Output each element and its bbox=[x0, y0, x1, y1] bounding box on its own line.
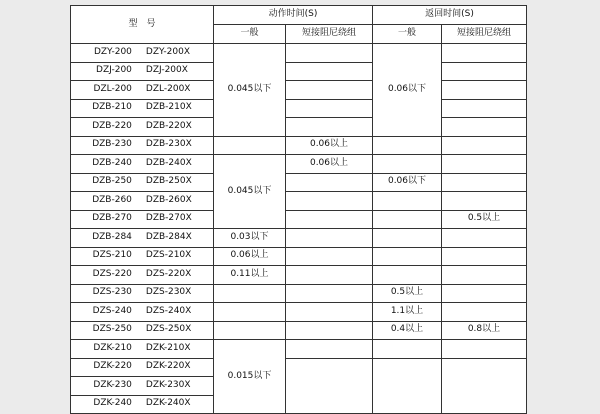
model-cell bbox=[71, 44, 214, 63]
col-header-return-damping: 短接阻尼绕组 bbox=[442, 25, 527, 44]
model-name: DZS-230 bbox=[92, 287, 132, 298]
model-name: DZK-230 bbox=[93, 379, 132, 390]
table-row bbox=[71, 136, 527, 155]
model-name: DZS-220 bbox=[92, 268, 132, 279]
model-cell bbox=[71, 340, 214, 359]
table-row bbox=[71, 340, 527, 359]
ret-damping-cell bbox=[442, 192, 527, 211]
act-damping-cell bbox=[286, 44, 373, 63]
act-general-cell: 0.045以下 bbox=[214, 155, 286, 229]
model-name: DZL-200 bbox=[93, 83, 132, 94]
model-cell bbox=[71, 62, 214, 81]
ret-damping-cell bbox=[442, 358, 527, 414]
ret-damping-cell bbox=[442, 173, 527, 192]
col-header-return-time: 返回时间(S) bbox=[373, 6, 527, 25]
model-name: DZS-250 bbox=[92, 324, 132, 335]
model-name-x: DZS-220X bbox=[145, 268, 192, 279]
ret-general-cell: 0.5以上 bbox=[373, 284, 442, 303]
table-row bbox=[71, 173, 527, 192]
model-name: DZB-250 bbox=[92, 176, 132, 187]
ret-damping-cell bbox=[442, 81, 527, 100]
ret-general-cell bbox=[373, 247, 442, 266]
act-damping-cell: 0.06以上 bbox=[286, 155, 373, 174]
model-cell bbox=[71, 155, 214, 174]
act-general-cell: 0.11以上 bbox=[214, 266, 286, 285]
act-general-cell: 0.015以下 bbox=[214, 340, 286, 414]
model-name-x: DZB-250X bbox=[145, 176, 192, 187]
model-name: DZB-220 bbox=[92, 120, 132, 131]
act-damping-cell bbox=[286, 62, 373, 81]
act-damping-cell bbox=[286, 321, 373, 340]
model-cell bbox=[71, 303, 214, 322]
ret-general-cell: 0.06以下 bbox=[373, 44, 442, 137]
model-name-x: DZK-210X bbox=[145, 342, 191, 353]
model-name-x: DZS-230X bbox=[145, 287, 192, 298]
model-name-x: DZK-240X bbox=[145, 398, 191, 409]
ret-damping-cell bbox=[442, 44, 527, 63]
ret-damping-cell bbox=[442, 155, 527, 174]
model-name: DZS-210 bbox=[92, 250, 132, 261]
act-damping-cell bbox=[286, 266, 373, 285]
ret-general-cell bbox=[373, 192, 442, 211]
act-damping-cell bbox=[286, 81, 373, 100]
ret-damping-cell bbox=[442, 99, 527, 118]
model-cell bbox=[71, 173, 214, 192]
model-name: DZB-230 bbox=[92, 139, 132, 150]
act-general-cell bbox=[214, 303, 286, 322]
ret-general-cell bbox=[373, 358, 442, 414]
act-damping-cell bbox=[286, 210, 373, 229]
ret-general-cell bbox=[373, 340, 442, 359]
model-cell bbox=[71, 395, 214, 414]
ret-damping-cell: 0.5以上 bbox=[442, 210, 527, 229]
ret-general-cell: 0.06以下 bbox=[373, 173, 442, 192]
model-name-x: DZS-210X bbox=[145, 250, 192, 261]
model-cell bbox=[71, 81, 214, 100]
act-damping-cell bbox=[286, 247, 373, 266]
model-cell bbox=[71, 99, 214, 118]
act-general-cell bbox=[214, 136, 286, 155]
act-damping-cell bbox=[286, 303, 373, 322]
table-row bbox=[71, 118, 527, 137]
model-name-x: DZB-230X bbox=[145, 139, 192, 150]
model-cell bbox=[71, 266, 214, 285]
act-general-cell bbox=[214, 284, 286, 303]
table-row bbox=[71, 358, 527, 377]
table-row bbox=[71, 266, 527, 285]
col-header-action-time: 动作时间(S) bbox=[214, 6, 373, 25]
act-damping-cell: 0.06以上 bbox=[286, 136, 373, 155]
model-cell bbox=[71, 210, 214, 229]
ret-damping-cell bbox=[442, 340, 527, 359]
model-name: DZK-220 bbox=[93, 361, 132, 372]
model-name: DZB-284 bbox=[92, 231, 132, 242]
model-name-x: DZJ-200X bbox=[145, 65, 188, 76]
table-row bbox=[71, 284, 527, 303]
model-cell bbox=[71, 321, 214, 340]
model-name-x: DZB-220X bbox=[145, 120, 192, 131]
model-name-x: DZK-220X bbox=[145, 361, 191, 372]
table-row bbox=[71, 99, 527, 118]
ret-damping-cell bbox=[442, 62, 527, 81]
model-name-x: DZB-284X bbox=[145, 231, 192, 242]
model-name: DZK-210 bbox=[93, 342, 132, 353]
model-cell bbox=[71, 229, 214, 248]
ret-general-cell bbox=[373, 136, 442, 155]
ret-damping-cell bbox=[442, 266, 527, 285]
act-general-cell bbox=[214, 321, 286, 340]
model-cell bbox=[71, 358, 214, 377]
model-name: DZB-240 bbox=[92, 157, 132, 168]
table-row bbox=[71, 155, 527, 174]
ret-damping-cell bbox=[442, 136, 527, 155]
ret-general-cell bbox=[373, 229, 442, 248]
act-general-cell: 0.045以下 bbox=[214, 44, 286, 137]
ret-general-cell: 1.1以上 bbox=[373, 303, 442, 322]
ret-general-cell bbox=[373, 266, 442, 285]
ret-damping-cell bbox=[442, 118, 527, 137]
model-cell bbox=[71, 377, 214, 396]
ret-general-cell bbox=[373, 210, 442, 229]
act-general-cell: 0.03以下 bbox=[214, 229, 286, 248]
act-damping-cell bbox=[286, 118, 373, 137]
model-name-x: DZB-240X bbox=[145, 157, 192, 168]
model-cell bbox=[71, 247, 214, 266]
col-header-model: 型 号 bbox=[71, 6, 214, 44]
model-name-x: DZS-250X bbox=[145, 324, 192, 335]
table-row bbox=[71, 81, 527, 100]
ret-damping-cell bbox=[442, 303, 527, 322]
act-damping-cell bbox=[286, 340, 373, 359]
table-row bbox=[71, 210, 527, 229]
act-damping-cell bbox=[286, 192, 373, 211]
ret-damping-cell: 0.8以上 bbox=[442, 321, 527, 340]
model-name-x: DZS-240X bbox=[145, 305, 192, 316]
table-row bbox=[71, 44, 527, 63]
model-name: DZB-270 bbox=[92, 213, 132, 224]
table-row bbox=[71, 321, 527, 340]
col-header-action-general: 一般 bbox=[214, 25, 286, 44]
model-name-x: DZY-200X bbox=[145, 46, 191, 57]
header-row-groups bbox=[71, 6, 527, 25]
act-damping-cell bbox=[286, 99, 373, 118]
model-name: DZB-210 bbox=[92, 102, 132, 113]
model-name-x: DZK-230X bbox=[145, 379, 191, 390]
table-row bbox=[71, 303, 527, 322]
model-cell bbox=[71, 284, 214, 303]
model-name: DZK-240 bbox=[93, 398, 132, 409]
act-damping-cell bbox=[286, 358, 373, 414]
model-name-x: DZL-200X bbox=[145, 83, 191, 94]
model-name: DZY-200 bbox=[93, 46, 132, 57]
ret-damping-cell bbox=[442, 284, 527, 303]
ret-damping-cell bbox=[442, 229, 527, 248]
model-cell bbox=[71, 192, 214, 211]
model-name: DZB-260 bbox=[92, 194, 132, 205]
table-row bbox=[71, 229, 527, 248]
model-name: DZJ-200 bbox=[96, 65, 132, 76]
ret-general-cell: 0.4以上 bbox=[373, 321, 442, 340]
table-row bbox=[71, 192, 527, 211]
model-name-x: DZB-260X bbox=[145, 194, 192, 205]
table-row bbox=[71, 62, 527, 81]
act-damping-cell bbox=[286, 173, 373, 192]
model-name-x: DZB-210X bbox=[145, 102, 192, 113]
act-general-cell: 0.06以上 bbox=[214, 247, 286, 266]
model-cell bbox=[71, 136, 214, 155]
table-row bbox=[71, 247, 527, 266]
col-header-action-damping: 短接阻尼绕组 bbox=[286, 25, 373, 44]
ret-general-cell bbox=[373, 155, 442, 174]
col-header-return-general: 一般 bbox=[373, 25, 442, 44]
model-name: DZS-240 bbox=[92, 305, 132, 316]
model-cell bbox=[71, 118, 214, 137]
act-damping-cell bbox=[286, 229, 373, 248]
spec-table bbox=[70, 5, 527, 414]
model-name-x: DZB-270X bbox=[145, 213, 192, 224]
ret-damping-cell bbox=[442, 247, 527, 266]
act-damping-cell bbox=[286, 284, 373, 303]
